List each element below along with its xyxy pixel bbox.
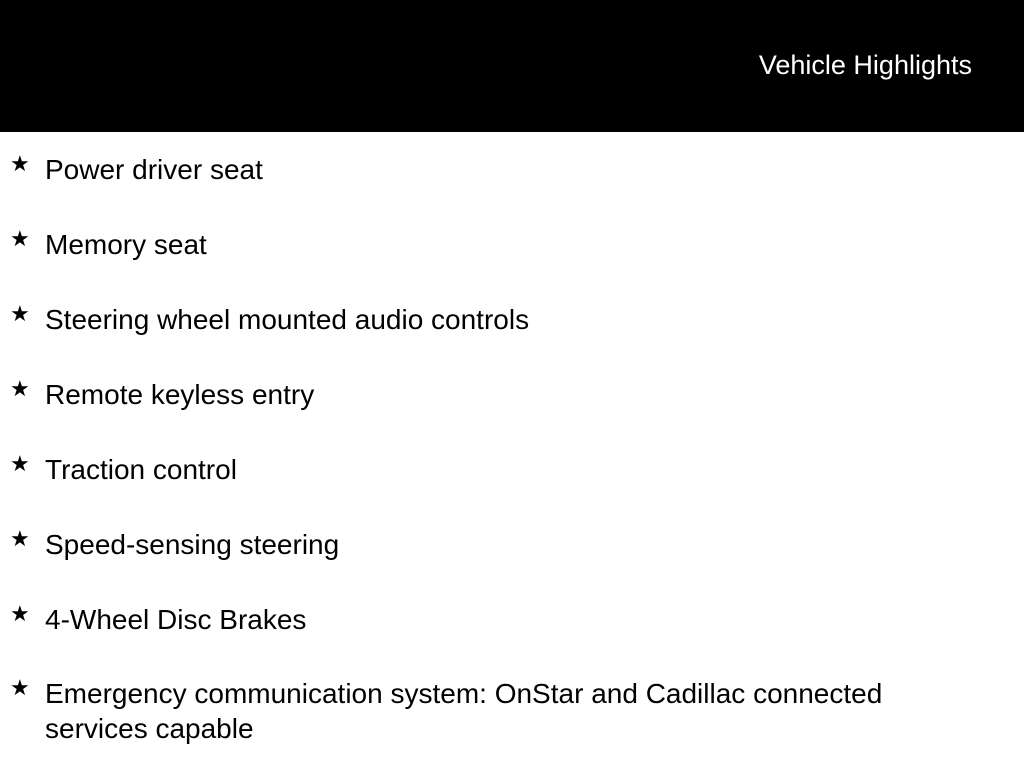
feature-label: Power driver seat (45, 154, 263, 185)
feature-label: Remote keyless entry (45, 379, 315, 410)
page-title: Vehicle Highlights (758, 50, 972, 80)
feature-label: Traction control (45, 454, 237, 485)
star-icon: ★ (10, 676, 30, 701)
star-icon: ★ (10, 527, 30, 552)
feature-label: Memory seat (45, 229, 207, 260)
feature-label: Emergency communication system: OnStar and Cadillac connected services capable (45, 678, 883, 744)
star-icon: ★ (10, 377, 30, 402)
feature-label: Speed-sensing steering (45, 529, 340, 560)
feature-label: 4-Wheel Disc Brakes (45, 604, 307, 635)
star-icon: ★ (10, 452, 30, 477)
star-icon: ★ (10, 152, 30, 177)
star-icon: ★ (10, 227, 30, 252)
star-icon: ★ (10, 602, 30, 627)
feature-label: Steering wheel mounted audio controls (45, 304, 530, 335)
header-banner (0, 0, 1024, 132)
star-icon: ★ (10, 302, 30, 327)
